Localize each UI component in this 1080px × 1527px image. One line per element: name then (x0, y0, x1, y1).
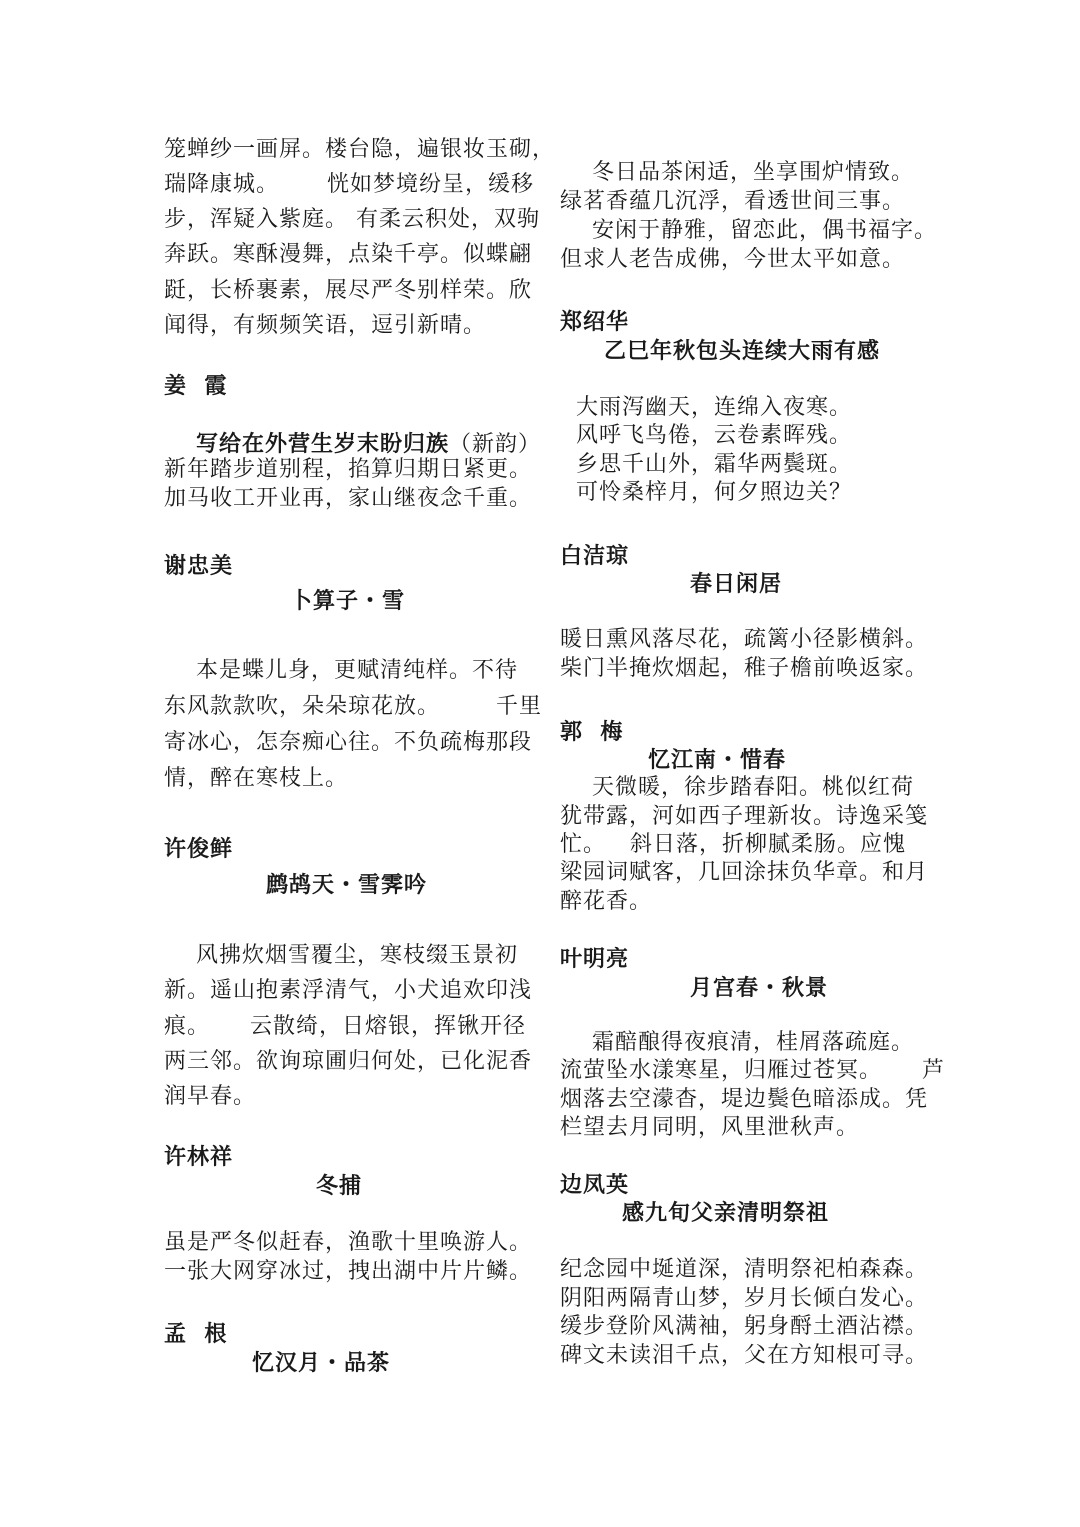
poem-line: 笼蝉纱一画屏。楼台隐，遍银妆玉砌， (164, 137, 556, 162)
poem-line: 寄冰心，怎奈痴心往。不负疏梅那段 (164, 730, 533, 755)
poem-line: 栏望去月同明，风里泄秋声。 (560, 1115, 860, 1140)
poem-line: 暖日熏风落尽花，疏篱小径影横斜。 (560, 627, 929, 652)
poem-line: 润早春。 (164, 1084, 257, 1109)
poem-line: 犹带露，河如西子理新妆。诗逸采笺 (560, 804, 929, 829)
poem-title: 忆汉月・品茶 (252, 1350, 391, 1376)
poem-line: 本是蝶儿身，更赋清纯样。不待 (164, 658, 518, 683)
poem-title: 冬捕 (316, 1173, 363, 1199)
poem-line: 天微暖，徐步踏春阳。桃似红荷 (560, 775, 914, 800)
poem-line: 大雨泻幽天，连绵入夜寒。 (560, 395, 852, 420)
author-name: 郭 梅 (560, 719, 624, 745)
poem-line: 情，醉在寒枝上。 (164, 766, 349, 791)
poem-line: 碑文未读泪千点，父在方知根可寻。 (560, 1343, 929, 1368)
author-name: 郑绍华 (560, 309, 630, 335)
author-name: 边凤英 (560, 1172, 630, 1198)
poem-line: 风拂炊烟雪覆尘，寒枝缀玉景初 (164, 943, 518, 968)
poem-line: 跹，长桥裹素，展尽严冬别样荣。欣 (164, 278, 533, 303)
poem-line: 绿茗香蕴几沉浮，看透世间三事。 (560, 189, 906, 214)
poem-line: 痕。 云散绮，日熔银，挥锹开径 (164, 1014, 526, 1039)
author-name: 孟 根 (164, 1321, 228, 1347)
poem-line: 一张大网穿冰过，拽出湖中片片鳞。 (164, 1259, 533, 1284)
poem-line: 缓步登阶风满袖，躬身酹土酒沾襟。 (560, 1314, 929, 1339)
poem-line: 阴阳两隔青山梦，岁月长倾白发心。 (560, 1286, 929, 1311)
poem-line: 霜醅酿得夜痕清，桂屑落疏庭。 (560, 1030, 914, 1055)
poem-line: 瑞降康城。 恍如梦境纷呈，缓移 (164, 172, 534, 197)
poem-line: 虽是严冬似赶春，渔歌十里唤游人。 (164, 1230, 533, 1255)
poem-title (164, 399, 542, 457)
poem-title: 卜算子・雪 (290, 588, 406, 614)
poem-line: 柴门半掩炊烟起，稚子檐前唤返家。 (560, 656, 929, 681)
poem-line: 新。遥山抱素浮清气，小犬追欢印浅 (164, 978, 533, 1003)
poem-line: 醉花香。 (560, 889, 653, 914)
poem-title: 乙巳年秋包头连续大雨有感 (604, 338, 881, 364)
poem-line: 梁园词赋客，几回涂抹负华章。和月 (560, 860, 929, 885)
poem-line: 加马收工开业再，家山继夜念千重。 (164, 486, 533, 511)
poem-line: 但求人老告成佛，今世太平如意。 (560, 247, 906, 272)
poem-title: 春日闲居 (690, 571, 783, 597)
poem-line: 闻得，有频频笑语，逗引新晴。 (164, 313, 487, 338)
poem-title: 月宫春・秋景 (690, 975, 829, 1001)
poem-title: 感九旬父亲清明祭祖 (622, 1200, 830, 1226)
author-name: 许俊鲜 (164, 836, 234, 862)
poem-line: 可怜桑梓月，何夕照边关？ (560, 480, 852, 505)
poem-line: 纪念园中埏道深，清明祭祀柏森森。 (560, 1257, 929, 1282)
poem-line: 乡思千山外，霜华两鬓斑。 (560, 452, 852, 477)
author-name: 谢忠美 (164, 553, 234, 579)
poem-title: 忆江南・惜春 (648, 747, 787, 773)
poem-line: 安闲于静雅，留恋此，偶书福字。 (560, 218, 937, 243)
poem-line: 冬日品茶闲适，坐享围炉情致。 (560, 160, 914, 185)
poem-line: 忙。 斜日落，折柳腻柔肠。应愧 (560, 832, 906, 857)
poem-title-note: （新韵） (449, 432, 542, 457)
author-name: 许林祥 (164, 1144, 234, 1170)
poem-line: 风呼飞鸟倦，云卷素晖残。 (560, 423, 852, 448)
poem-line: 奔跃。寒酥漫舞，点染千亭。似蝶翩 (164, 242, 533, 267)
poem-line: 东风款款吹，朵朵琼花放。 千里 (164, 694, 542, 719)
author-name: 白洁琼 (560, 543, 630, 569)
author-name: 姜 霞 (164, 373, 228, 399)
poem-title: 鹧鸪天・雪霁吟 (266, 872, 428, 898)
poem-line: 两三邻。欲询琼圃归何处，已化泥香 (164, 1049, 533, 1074)
poem-line: 步，浑疑入紫庭。 有柔云积处，双驹 (164, 207, 540, 232)
poem-line: 流萤坠水漾寒星，归雁过苍冥。 芦 (560, 1058, 945, 1083)
poem-line: 烟落去空濛杳，堤边鬓色暗添成。凭 (560, 1087, 929, 1112)
author-name: 叶明亮 (560, 946, 630, 972)
poem-line: 新年踏步道别程，掐算归期日紧更。 (164, 457, 533, 482)
poem-title-text: 写给在外营生岁末盼归族 (195, 431, 449, 457)
